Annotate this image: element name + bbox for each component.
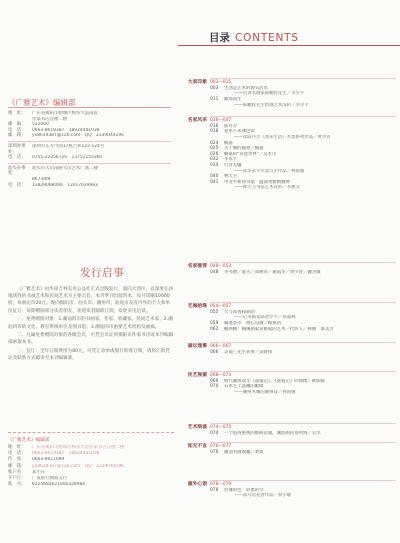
info-label: 开户行： (8, 476, 26, 482)
info-value: 广东省揭阳市榕城区梅华大道作家书店首楼二楼 (32, 445, 125, 450)
info-label: 邮 箱： (8, 463, 26, 469)
entry-title: 李书德／庞夫／郑树荣／谢霞华／黄少青／魏为敏 (224, 269, 321, 275)
entry-page-number: 003 (210, 85, 219, 91)
entry-page-number: 069 (210, 378, 219, 384)
entry-title: 轻薄的色 轻柔的空 (224, 487, 264, 493)
info-value: 广东省揭阳市榕城区梅华大道南段 (32, 111, 98, 116)
entry-title: 随境而生 (224, 96, 242, 102)
entry-title: 一个值得重视的群研话题，潮汕的民俗风情／吴水 (224, 430, 321, 436)
notice-title: 发行启事 (80, 267, 124, 279)
contents-entry[interactable] (210, 327, 396, 333)
info-value: 郑小东 (32, 469, 46, 475)
notice-paragraph: 二、凡属免费赠阅对象的各级会员，可凭会员证到揭阳市作家书店或本刊编辑部索取本书。 (8, 333, 174, 346)
entry-title: ——读陈丹芳《原来生活》水墨系列作品／黄少青 (234, 134, 331, 140)
info-row (8, 183, 174, 189)
contents-entry[interactable] (210, 431, 396, 437)
contents-rule (178, 45, 400, 46)
entry-title: 潮汕书画收藏／刘勇 (224, 449, 264, 455)
editorial-address-block (8, 111, 174, 188)
section-body (210, 480, 396, 499)
info-label: 账 号： (8, 482, 26, 488)
section-page-range: 066—067 (210, 344, 232, 349)
entry-page-number: 032 (210, 157, 219, 163)
entry-title: 楠嘉的"诗意世界"／吴水川 (224, 151, 277, 157)
entry-title: 翰墨荟萃 两心勾画／杨燕清 (224, 320, 282, 326)
info-label: 电 话： (8, 155, 26, 161)
entry-title: 明代潮州戏文《荔镜记》、《荔枝记》的图像／欧阳晖 (224, 378, 325, 384)
entry-page-number: 024 (210, 140, 219, 146)
contents-title-en: CONTENTS (235, 32, 299, 44)
notice-paragraph: 《广雅艺术》由华南吉林美术公益社正式出版发行，面向大湾区，以深度弘扬地域性的书画艺术和民间艺术为主要宗旨，本刊季刊出版四本，每月印刷10000册，每册定价20元。现向揭阳市、汕头市、潮州市、汕尾市及省内外的个人和单位征订，每期赠阅部分读者朋友，欢迎读者踊跃订阅，欢迎来电洽谈。 (8, 287, 174, 314)
editorial-divider (8, 107, 171, 108)
info-label: 传 真： (8, 457, 26, 463)
entry-page-number: 070 (210, 384, 219, 390)
subscription-slip (8, 432, 174, 488)
contents-entry[interactable] (210, 270, 396, 276)
contents-header (209, 30, 299, 45)
info-row (8, 166, 174, 177)
entry-title: ——潮州木雕的潮州戏／林海强 (234, 389, 296, 395)
notice-body (8, 286, 174, 364)
entry-page-number: 055 (210, 309, 219, 315)
contents-entry[interactable] (210, 350, 396, 356)
entry-title: ——林大卫书法艺术赏析／李惠文 (234, 185, 300, 191)
entry-page-number: 016 (210, 123, 219, 129)
section-body (210, 116, 396, 191)
entry-page-number (210, 185, 224, 191)
info-label: 账户名： (8, 469, 26, 475)
info-row (8, 482, 174, 488)
section-label: 艺术络谈 (187, 425, 207, 430)
entry-title: 天与高秀和骄韵 (224, 309, 255, 315)
section-label: 知无不言 (187, 444, 207, 449)
address-separator (8, 163, 171, 164)
entry-title: ——陈鹏程先生绘画艺术浅析／李少平 (234, 102, 309, 108)
contents-column (178, 0, 400, 543)
section-page-range: 016—047 (210, 118, 232, 123)
section-body (210, 371, 396, 396)
section-label: 画坛逸事 (187, 344, 207, 349)
info-value: yx8619387@126.com QQ：2339044196 (32, 133, 124, 139)
info-value: 作家书店首楼二楼 (32, 116, 68, 122)
contents-entry[interactable] (210, 493, 396, 499)
section-body (210, 342, 396, 355)
info-value: 0663-8619387 18924441038 (32, 127, 100, 133)
info-label: 地 址： (8, 445, 26, 450)
section-body (210, 302, 396, 332)
entry-title: 楠鸿楠：楠溪画家赏画家的艺术一代传人／柯丽 蔡美芳 (224, 326, 334, 332)
entry-title: 陈丹芳 (224, 123, 238, 129)
entry-page-number: 074 (210, 430, 219, 436)
entry-title: 楠嘉 (224, 140, 233, 146)
section-label: 名家推荐 (187, 264, 207, 269)
info-label: 地 址： (8, 111, 26, 116)
entry-title: ——访著名画家陈鹏程先生／李少平 (234, 91, 305, 97)
info-value: 0663-8619387 18924441038 (32, 451, 100, 457)
section-page-range: 048—053 (210, 264, 232, 269)
info-label: 深圳办事处： (8, 143, 26, 155)
info-value: 6225682621000328984 (32, 482, 86, 488)
entry-page-number: 040 (210, 174, 219, 180)
section-page-range: 068—073 (210, 373, 232, 378)
editorial-title: 《广雅艺术》编辑部 (8, 98, 76, 107)
entry-page-number: 066 (210, 349, 219, 355)
notice-paragraph: 一、免费赠阅对象：1.潮汕四市的书画家、作家、收藏家、民间艺术家；2.潮汕四市的文化、教育系统单位及图书馆；3.潮汕四市重要艺术机构及画廊。 (8, 317, 173, 330)
section-label: 艺海拾珠 (187, 304, 207, 309)
info-value: 13829068090 13017639983 (32, 182, 98, 188)
info-label: 邮 编： (8, 122, 26, 128)
entry-title: 中北平和得书道 温润秀雅精精神 (224, 179, 290, 185)
section-page-range: 076—077 (210, 444, 232, 449)
section-page-range: 074—075 (210, 425, 232, 430)
entry-title: 石木生上落魄的眼睛 (224, 384, 264, 390)
entry-page-number: 076 (210, 449, 219, 455)
info-label: 电 话： (8, 451, 26, 457)
notice-paragraph: 三、征订：全年订阅费用为80元，可凭汇款单或银行转账订阅，请将汇款凭证及联系方式邮寄至本刊编辑部。 (8, 349, 170, 362)
contents-entry[interactable] (210, 185, 396, 191)
info-row (8, 144, 174, 155)
section-body (210, 262, 396, 275)
info-row (8, 155, 174, 161)
entry-page-number (210, 390, 224, 396)
section-page-range: 003—015 (210, 80, 232, 85)
entry-page-number: 062 (210, 326, 219, 332)
info-value: 深圳市东方可园17栋吉祥122-124号 (32, 143, 105, 149)
entry-title: 李永宇 (224, 157, 238, 163)
entry-title: 吴南三先生轶事／吴晓锋 (224, 349, 273, 355)
entry-page-number: 048 (210, 269, 219, 275)
info-label: 电 话： (8, 127, 26, 133)
section-label: 画外心语 (187, 482, 207, 487)
info-value: 汕头市大山南路大山艺术厂场二楼 (32, 165, 98, 171)
section-body (210, 442, 396, 455)
entry-title: ——读鸟语花香作品／蔡小敏 (234, 493, 292, 499)
info-value: yx8619387@126.com QQ：2339044196 (32, 463, 124, 469)
entry-page-number: 059 (210, 320, 219, 326)
entry-page-number: 026 (210, 151, 219, 157)
section-page-range: 054—057 (210, 304, 232, 309)
section-label: 民艺视窗 (187, 373, 207, 378)
contents-entry[interactable] (210, 450, 396, 456)
entry-title: ——读李永宇水墨写生作品／林海强 (234, 168, 305, 174)
info-row (8, 133, 174, 139)
section-body (210, 423, 396, 436)
entry-title: 意见不求颜色似 (224, 129, 255, 135)
entry-page-number (210, 103, 224, 109)
left-column (0, 0, 178, 543)
info-label: 邮 箱： (8, 133, 26, 139)
entry-title: 林大卫 (224, 174, 238, 180)
info-value: 0663-8611089 (32, 457, 65, 463)
contents-entry[interactable] (210, 103, 396, 109)
entry-page-number: 018 (210, 129, 219, 135)
section-page-range: 078—079 (210, 482, 232, 487)
section-label: 名家风采 (187, 118, 207, 123)
contents-entry[interactable] (210, 390, 396, 396)
contents-title-cn: 目录 (209, 32, 230, 44)
section-body (210, 78, 396, 108)
info-value: 522000 (32, 122, 49, 128)
entry-page-number: 034 (210, 162, 219, 168)
entry-page-number: 011 (210, 96, 219, 102)
entry-title: 行者无疆 (224, 162, 242, 168)
entry-title: 关于画的随想／楠嘉 (224, 146, 264, 152)
entry-title: 生活是艺术的源头活水 (224, 85, 268, 91)
info-label: 电 话： (8, 182, 26, 188)
entry-page-number (210, 493, 224, 499)
section-label: 大家印象 (187, 80, 207, 85)
info-value: 867-809 (32, 176, 51, 182)
entry-title: ——记书画家陈智罗平／孙嘉林 (234, 315, 296, 321)
info-value: 广发银行揭阳支行 (32, 476, 68, 482)
entry-page-number: 078 (210, 487, 219, 493)
info-value: 0755-22256726 13751155360 (32, 155, 103, 161)
entry-page-number: 025 (210, 146, 219, 152)
info-label: 汕头办事处： (8, 165, 26, 177)
address-separator (8, 141, 171, 142)
entry-page-number: 041 (210, 179, 219, 185)
slip-title: 《广雅艺术》编辑部 (8, 438, 50, 443)
